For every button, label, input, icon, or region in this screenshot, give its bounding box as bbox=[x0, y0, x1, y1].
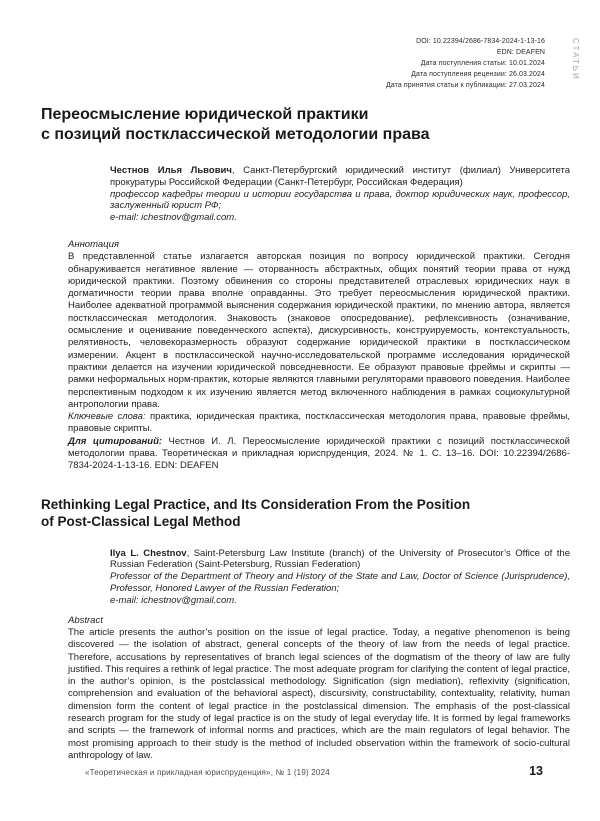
date-review-line: Дата поступления рецензии: 26.03.2024 bbox=[411, 71, 545, 78]
author-email-en: e-mail: ichestnov@gmail.com. bbox=[110, 594, 237, 606]
author-block-en bbox=[110, 548, 570, 607]
article-title-ru-line2: с позиций постклассической методологии права bbox=[41, 126, 430, 143]
abstract-text-ru: В представленной статье излагается авторская позиция по вопросу юридической практики. Сегодня обнаруживается негативное явление — оторванность абстрактных, общих понятий теории права от нужд юридической практики. Поэтому обвинения со стороны представителей отраслевых юридических наук в догматичности теории права вполне оправданны. Это требует переосмысления юридической практики. Наиболее адекватной программой выяснения содержания юридической практики, по мнению автора, является постклассическая методология. Знаковость (знаковое опосредование), рефлексивность (означивание, осмысление и оценивание поведенческого аспекта), дискурсивность, конструируемость, контекстуальность, релятивность, человекоразмерность образуют содержание юридической практики в постклассическом измерении. Акцент в постклассической научно-исследовательской программе исследования юридической практики делается на изучении юридической повседневности. Ее образуют правовые фреймы и скрипты — рамки неформальных норм-практик, которые являются главными регуляторами правового поведения. Наиболее перспективным подходом к их изучению является метод включенного наблюдения в рамках социокультурной антропологии права. bbox=[68, 251, 570, 410]
author-affiliation-line-ru bbox=[110, 165, 570, 189]
author-name-ru: Честнов Илья Львович bbox=[110, 165, 232, 176]
abstract-label-ru: Аннотация bbox=[68, 238, 119, 250]
article-title-en-line2: of Post-Classical Legal Method bbox=[41, 513, 241, 529]
author-name-en: Ilya L. Chestnov bbox=[110, 547, 187, 559]
citation-line bbox=[68, 436, 570, 473]
date-received-line: Дата поступления статьи: 10.01.2024 bbox=[420, 60, 545, 67]
citation-text: Честнов И. Л. Переосмысление юридической практики с позиций постклассической методологии права. Теоретическая и прикладная юриспруденция, 2024. № 1. С. 13–16. DOI: 10.22394/2686-7834-2024-1-13-16. EDN: DEAFEN bbox=[68, 435, 570, 472]
abstract-label-en: Abstract bbox=[68, 614, 103, 626]
doi-line: DOI: 10.22394/2686-7834-2024-1-13-16 bbox=[416, 38, 545, 45]
article-meta-block bbox=[68, 36, 545, 91]
articles-section-side-label: СТАТЬИ bbox=[571, 38, 580, 81]
author-email-ru: e-mail: ichestnov@gmail.com. bbox=[110, 212, 237, 224]
date-accepted-line: Дата принятия статьи к публикации: 27.03.2024 bbox=[385, 82, 545, 89]
author-block-ru bbox=[110, 165, 570, 224]
edn-line: EDN: DEAFEN bbox=[496, 49, 545, 56]
journal-name-footer: «Теоретическая и прикладная юриспруденция», № 1 (19) 2024 bbox=[85, 768, 330, 777]
keywords-line bbox=[68, 411, 570, 436]
author-affiliation-en: , Saint-Petersburg Law Institute (branch) of the University of Prosecutor’s Office of the Russian Federation (Saint-Petersburg, Russian Federation) bbox=[110, 547, 570, 571]
citation-label: Для цитирований: bbox=[68, 435, 163, 447]
author-affiliation-line-en bbox=[110, 548, 570, 572]
keywords-label: Ключевые слова: bbox=[68, 411, 146, 423]
article-title-en bbox=[41, 496, 570, 530]
abstract-text-en: The article presents the author’s position on the issue of legal practice. Today, a negative phenomenon is being discovered — the isolation of abstract, general concepts of the theory of law from the needs of legal practice. Therefore, accusations by representatives of branch legal sciences of the dogmatism of the theory of law are fully justified. This requires a rethink of legal practice. The most adequate program for clarifying the content of legal practice, in the author’s opinion, is the postclassical methodology. Signification (sign mediation), reflexivity (signification, comprehension and evaluation of the behavioral aspect), discursivity, constructability, contextuality, relativity, human dimension form the content of legal practice in the postclassical dimension. The emphasis of the post-classical research program for the study of legal practice is on the study of legal everyday life. It is formed by legal frameworks and scripts — the framework of informal norms and practices, which are the main regulators of legal behavior. The most promising approach to their study is the method of included observation within the framework of socio-cultural anthropology of law. bbox=[68, 626, 570, 761]
article-title-ru bbox=[41, 105, 570, 145]
keywords-text: практика, юридическая практика, постклассическая методология права, правовые фреймы, правовые скрипты. bbox=[68, 411, 570, 435]
author-affiliation-ru: , Санкт-Петербургский юридический институт (филиал) Университета прокуратуры Российской Федерации (Санкт-Петербург, Российская Федерация) bbox=[110, 165, 570, 188]
author-position-en: Professor of the Department of Theory and History of the State and Law, Doctor of Science (Jurisprudence), Professor, Honored Lawyer of the Russian Federation; bbox=[110, 571, 570, 595]
article-title-en-line1: Rethinking Legal Practice, and Its Consideration From the Position bbox=[41, 496, 471, 512]
page-footer bbox=[85, 764, 543, 778]
page-number: 13 bbox=[529, 764, 543, 778]
author-position-ru: профессор кафедры теории и истории государства и права, доктор юридических наук, профессор, заслуженный юрист РФ; bbox=[110, 188, 570, 212]
article-title-ru-line1: Переосмысление юридической практики bbox=[41, 106, 369, 123]
